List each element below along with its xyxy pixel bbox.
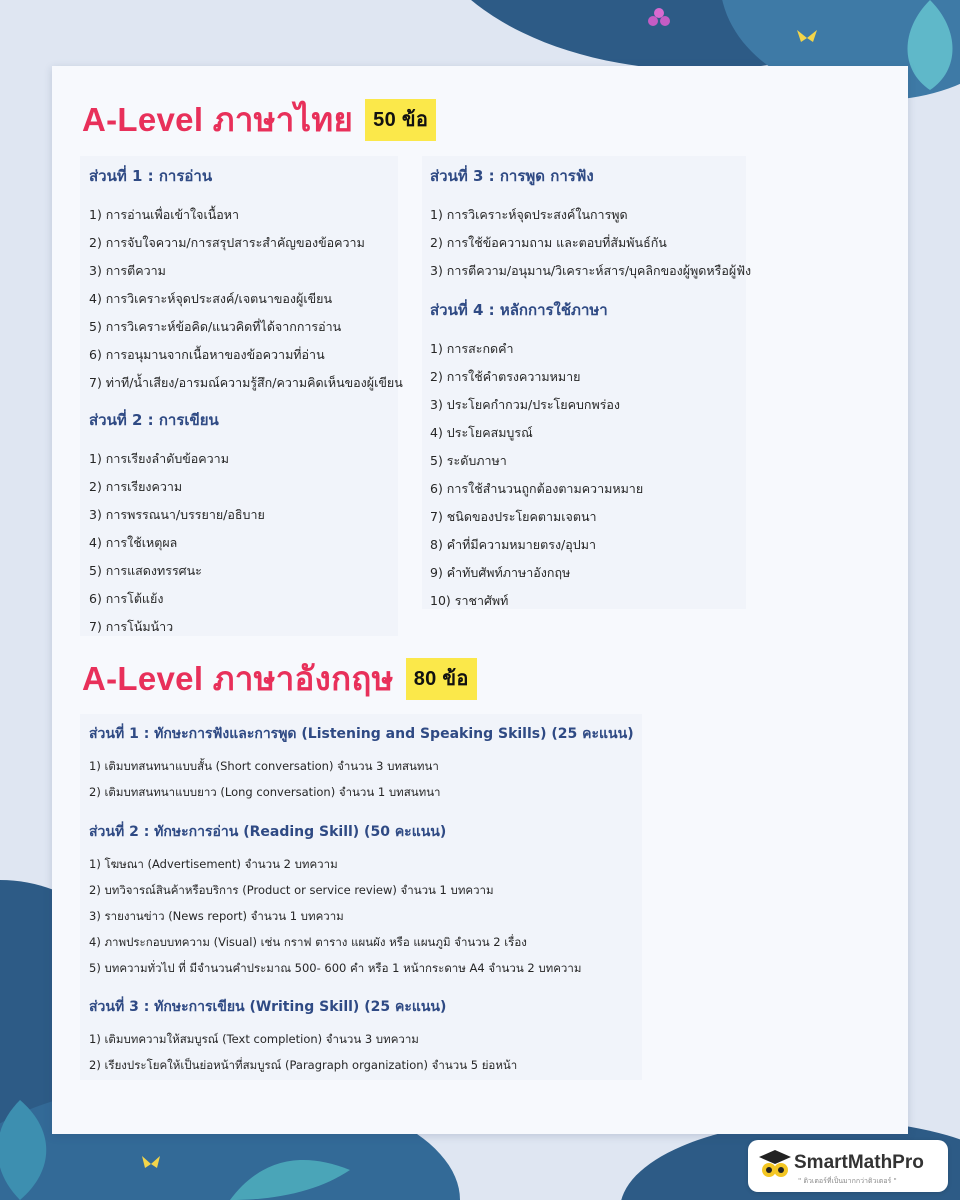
list-item: 2) บทวิจารณ์สินค้าหรือบริการ (Product or service review) จำนวน 1 บทความ (89, 883, 494, 897)
list-item: 8) คำที่มีความหมายตรง/อุปมา (430, 537, 596, 552)
list-item: 2) การใช้คำตรงความหมาย (430, 369, 581, 384)
list-item: 10) ราชาศัพท์ (430, 593, 509, 608)
section-title: ส่วนที่ 2 : การเขียน (89, 411, 219, 429)
section-title: ส่วนที่ 4 : หลักการใช้ภาษา (430, 301, 608, 319)
english-section-2 (89, 821, 581, 981)
list-item: 1) เติมบทความให้สมบูรณ์ (Text completion) จำนวน 3 บทความ (89, 1032, 419, 1046)
list-item: 4) การใช้เหตุผล (89, 535, 178, 550)
flower-icon (646, 6, 672, 32)
list-item: 6) การโต้แย้ง (89, 591, 164, 606)
list-item: 9) คำทับศัพท์ภาษาอังกฤษ (430, 565, 571, 580)
content-card (52, 66, 908, 1134)
english-heading (82, 652, 477, 705)
list-item: 2) การใช้ข้อความถาม และตอบที่สัมพันธ์กัน (430, 235, 667, 250)
leaf-icon (900, 0, 960, 90)
thai-section-2 (89, 408, 265, 641)
list-item: 4) ประโยคสมบูรณ์ (430, 425, 533, 440)
list-item: 1) การเรียงลำดับข้อความ (89, 451, 229, 466)
thai-section-1 (89, 164, 403, 397)
list-item: 6) การใช้สำนวนถูกต้องตามความหมาย (430, 481, 644, 496)
brand-tagline: " ติวเตอร์ที่เป็นมากกว่าติวเตอร์ " (798, 1177, 897, 1185)
thai-section-3 (430, 164, 751, 285)
list-item: 2) เติมบทสนทนาแบบยาว (Long conversation) จำนวน 1 บทสนทนา (89, 785, 441, 799)
list-item: 2) การจับใจความ/การสรุปสาระสำคัญของข้อความ (89, 235, 365, 250)
list-item: 3) การพรรณนา/บรรยาย/อธิบาย (89, 507, 265, 522)
thai-heading (82, 93, 436, 146)
list-item: 7) ท่าที/น้ำเสียง/อารมณ์ความรู้สึก/ความคิดเห็นของผู้เขียน (89, 375, 403, 390)
list-item: 1) การวิเคราะห์จุดประสงค์ในการพูด (430, 207, 628, 222)
list-item: 1) การสะกดคำ (430, 341, 514, 356)
list-item: 3) การตีความ/อนุมาน/วิเคราะห์สาร/บุคลิกของผู้พูดหรือผู้ฟัง (430, 263, 752, 278)
section-title: ส่วนที่ 1 : ทักษะการฟังและการพูด (Listening and Speaking Skills) (25 คะแนน) (89, 726, 634, 742)
list-item: 2) การเรียงความ (89, 479, 183, 494)
thai-question-badge: 50 ข้อ (365, 99, 436, 141)
section-title: ส่วนที่ 3 : การพูด การฟัง (430, 167, 594, 185)
thai-title: A-Level ภาษาไทย (82, 101, 354, 138)
list-item: 1) โฆษณา (Advertisement) จำนวน 2 บทความ (89, 857, 338, 871)
list-item: 5) ระดับภาษา (430, 453, 507, 468)
list-item: 2) เรียงประโยคให้เป็นย่อหน้าที่สมบูรณ์ (Paragraph organization) จำนวน 5 ย่อหน้า (89, 1058, 518, 1072)
section-title: ส่วนที่ 2 : ทักษะการอ่าน (Reading Skill) (50 คะแนน) (89, 824, 447, 840)
list-item: 4) ภาพประกอบบทความ (Visual) เช่น กราฟ ตาราง แผนผัง หรือ แผนภูมิ จำนวน 2 เรื่อง (89, 935, 527, 949)
english-question-badge: 80 ข้อ (406, 658, 477, 700)
brand-logo (748, 1140, 948, 1192)
butterfly-icon (140, 1155, 162, 1173)
list-item: 1) เติมบทสนทนาแบบสั้น (Short conversation) จำนวน 3 บทสนทนา (89, 759, 439, 773)
list-item: 5) การแสดงทรรศนะ (89, 563, 202, 578)
english-section-3 (89, 996, 517, 1078)
english-section-1 (89, 723, 634, 805)
list-item: 5) การวิเคราะห์ข้อคิด/แนวคิดที่ได้จากการอ่าน (89, 319, 342, 334)
graduation-owl-icon (758, 1148, 792, 1182)
list-item: 3) ประโยคกำกวม/ประโยคบกพร่อง (430, 397, 621, 412)
list-item: 1) การอ่านเพื่อเข้าใจเนื้อหา (89, 207, 240, 222)
brand-name: SmartMathPro (794, 1152, 924, 1173)
leaf-icon (0, 1100, 60, 1200)
list-item: 3) รายงานข่าว (News report) จำนวน 1 บทความ (89, 909, 344, 923)
list-item: 6) การอนุมานจากเนื้อหาของข้อความที่อ่าน (89, 347, 325, 362)
list-item: 7) การโน้มน้าว (89, 619, 174, 634)
list-item: 3) การตีความ (89, 263, 166, 278)
thai-section-4 (430, 298, 643, 615)
list-item: 5) บทความทั่วไป ที่ มีจำนวนคำประมาณ 500- 600 คำ หรือ 1 หน้ากระดาษ A4 จำนวน 2 บทความ (89, 961, 582, 975)
list-item: 4) การวิเคราะห์จุดประสงค์/เจตนาของผู้เขียน (89, 291, 332, 306)
section-title: ส่วนที่ 3 : ทักษะการเขียน (Writing Skill) (25 คะแนน) (89, 999, 447, 1015)
butterfly-icon (795, 28, 819, 48)
list-item: 7) ชนิดของประโยคตามเจตนา (430, 509, 597, 524)
leaf-icon (230, 1150, 350, 1200)
section-title: ส่วนที่ 1 : การอ่าน (89, 167, 213, 185)
english-title: A-Level ภาษาอังกฤษ (82, 660, 394, 697)
